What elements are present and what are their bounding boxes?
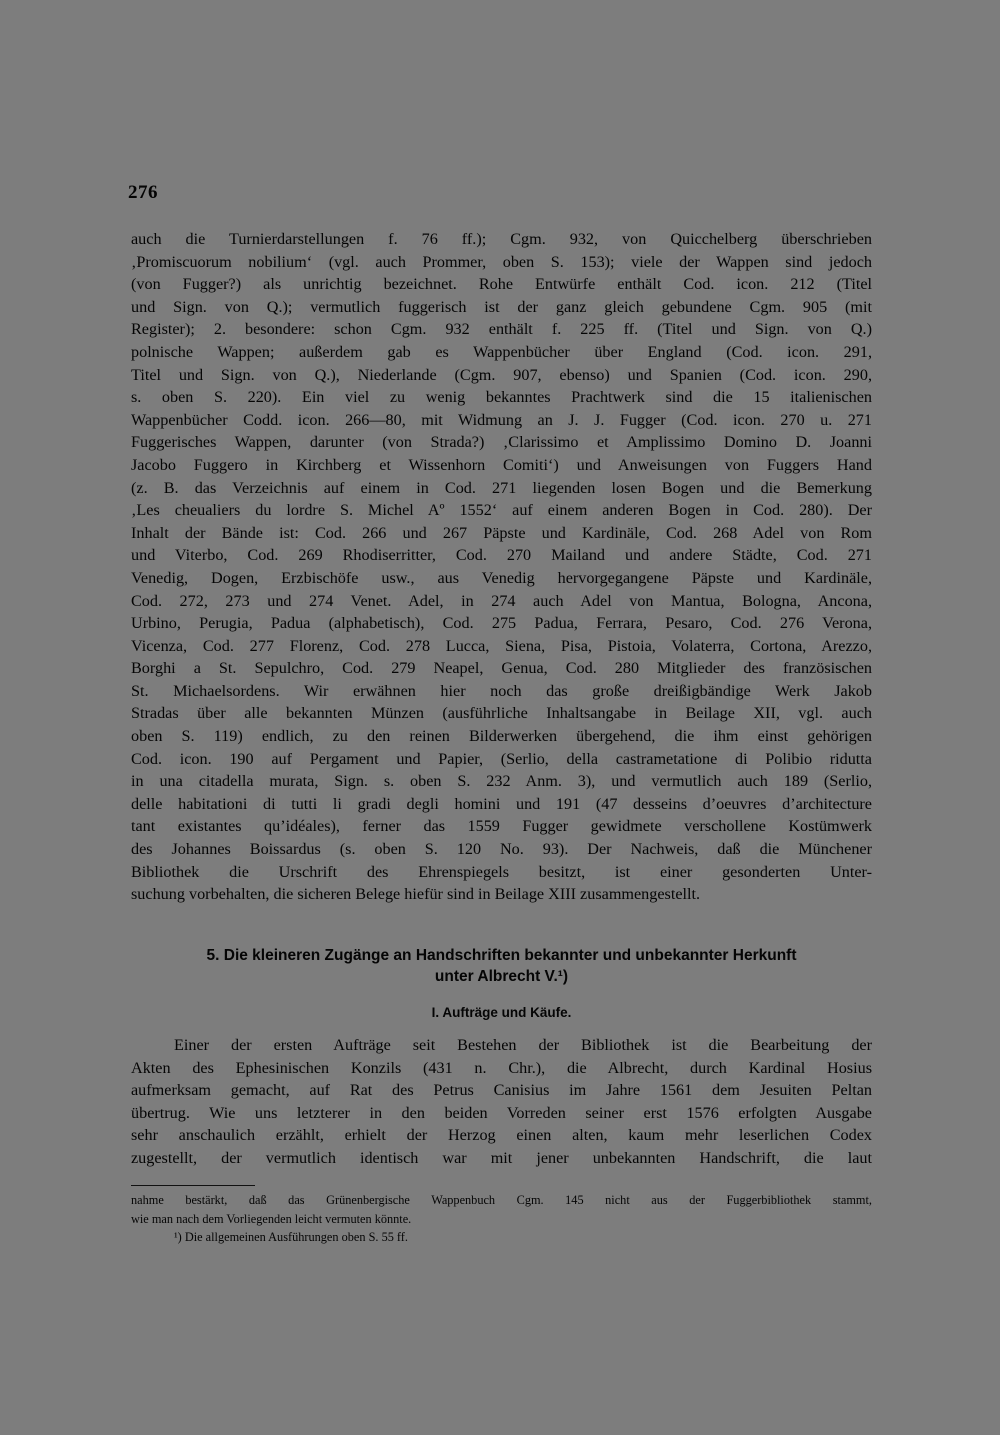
text-line: Jacobo Fuggero in Kirchberg et Wissenhorn Comiti‘) und Anweisungen von Fuggers Hand xyxy=(131,455,872,474)
text-line: Einer der ersten Aufträge seit Bestehen der Bibliothek ist die Bearbeitung der xyxy=(174,1036,872,1054)
section-heading-line: unter Albrecht V.¹) xyxy=(434,968,569,985)
text-line: polnische Wappen; außerdem gab es Wappenbücher über England (Cod. icon. 291, xyxy=(131,342,872,361)
text-line: tant existantes qu’idéales), ferner das 1559 Fugger gewidmete verschollene Kostümwerk xyxy=(131,817,872,836)
section-heading xyxy=(131,945,872,987)
text-line: übertrug. Wie uns letzterer in den beiden Vorreden seiner erst 1576 erfolgten Ausgabe xyxy=(131,1103,872,1122)
text-line: (z. B. das Verzeichnis auf einem in Cod. 271 liegenden losen Bogen und die Bemerkung xyxy=(131,478,872,497)
text-line: aufmerksam gemacht, auf Rat des Petrus Canisius im Jahre 1561 dem Jesuiten Peltan xyxy=(131,1081,872,1100)
text-line: auch die Turnierdarstellungen f. 76 ff.); Cgm. 932, von Quicchelberg überschrieben xyxy=(131,230,872,248)
footnote-line: ¹) Die allgemeinen Ausführungen oben S. 55 ff. xyxy=(174,1230,408,1244)
text-line: Fuggerisches Wappen, darunter (von Strada?) ‚Clarissimo et Amplissimo Domino D. Joanni xyxy=(131,433,872,452)
text-line: Vicenza, Cod. 277 Florenz, Cod. 278 Lucca, Siena, Pisa, Pistoia, Volaterra, Cortona, Arezzo, xyxy=(131,636,872,655)
text-line: Bibliothek die Urschrift des Ehrenspiegels besitzt, ist einer gesonderten Unter- xyxy=(131,862,872,881)
text-line: St. Michaelsordens. Wir erwähnen hier noch das große dreißigbändige Werk Jakob xyxy=(131,681,872,700)
footnote-divider xyxy=(131,1185,255,1186)
main-paragraph xyxy=(131,228,872,906)
footnote-line: nahme bestärkt, daß das Grünenbergische Wappenbuch Cgm. 145 nicht aus der Fuggerbibliothek stammt, xyxy=(131,1193,872,1207)
text-line: zugestellt, der vermutlich identisch war mit jener unbekannten Handschrift, die laut xyxy=(131,1148,872,1167)
text-line: Venedig, Dogen, Erzbischöfe usw., aus Venedig hervorgegangene Päpste und Kardinäle, xyxy=(131,568,872,587)
text-line: suchung vorbehalten, die sicheren Belege hiefür sind in Beilage XIII zusammengestellt. xyxy=(131,885,701,904)
text-line: Cod. icon. 190 auf Pergament und Papier, (Serlio, della castrametatione di Polibio ridutta xyxy=(131,749,872,768)
text-line: ‚Les cheualiers du lordre S. Michel Aº 1552‘ auf einem anderen Bogen in Cod. 280). Der xyxy=(131,501,872,520)
text-line: delle habitationi di tutti li gradi degli homini und 191 (47 desseins d’oeuvres d’architecture xyxy=(131,794,872,813)
text-line: Stradas über alle bekannten Münzen (ausführliche Inhaltsangabe in Beilage XII, vgl. auch xyxy=(131,704,872,723)
text-line: Titel und Sign. von Q.), Niederlande (Cgm. 907, ebenso) und Spanien (Cod. icon. 290, xyxy=(131,365,872,384)
text-line: s. oben S. 220). Ein viel zu wenig bekanntes Prachtwerk sind die 15 italienischen xyxy=(131,388,872,407)
page-number: 276 xyxy=(128,182,158,203)
footnote-line: wie man nach dem Vorliegenden leicht vermuten könnte. xyxy=(131,1211,412,1226)
text-line: in una citadella murata, Sign. s. oben S. 232 Anm. 3), und vermutlich auch 189 (Serlio, xyxy=(131,772,872,791)
section-heading-line: 5. Die kleineren Zugänge an Handschriften bekannter und unbekannter Herkunft xyxy=(206,947,797,964)
text-line: und Sign. von Q.); vermutlich fuggerisch ist der ganz gleich gebundene Cgm. 905 (mit xyxy=(131,297,872,316)
text-line: Akten des Ephesinischen Konzils (431 n. Chr.), die Albrecht, durch Kardinal Hosius xyxy=(131,1058,872,1077)
text-line: oben S. 119) endlich, zu den reinen Bilderwerken übergehend, die ihm einst gehörigen xyxy=(131,727,872,746)
second-paragraph xyxy=(131,1034,872,1170)
text-line: und Viterbo, Cod. 269 Rhodiserritter, Cod. 270 Mailand und andere Städte, Cod. 271 xyxy=(131,546,872,565)
text-line: (von Fugger?) als unrichtig bezeichnet. Rohe Entwürfe enthält Cod. icon. 212 (Titel xyxy=(131,275,872,294)
text-line: Urbino, Perugia, Padua (alphabetisch), Cod. 275 Padua, Ferrara, Pesaro, Cod. 276 Verona, xyxy=(131,614,872,633)
text-line: Wappenbücher Codd. icon. 266—80, mit Widmung an J. J. Fugger (Cod. icon. 270 u. 271 xyxy=(131,410,872,429)
text-line: Register); 2. besondere: schon Cgm. 932 enthält f. 225 ff. (Titel und Sign. von Q.) xyxy=(131,320,872,339)
footnotes xyxy=(131,1191,872,1247)
text-line: ‚Promiscuorum nobilium‘ (vgl. auch Prommer, oben S. 153); viele der Wappen sind jedoch xyxy=(131,252,872,271)
text-line: Inhalt der Bände ist: Cod. 266 und 267 Päpste und Kardinäle, Cod. 268 Adel von Rom xyxy=(131,523,872,542)
text-line: sehr anschaulich erzählt, erhielt der Herzog einen alten, kaum mehr leserlichen Codex xyxy=(131,1126,872,1145)
text-line: Borghi a St. Sepulchro, Cod. 279 Neapel, Genua, Cod. 280 Mitglieder des französischen xyxy=(131,659,872,678)
text-line: des Johannes Boissardus (s. oben S. 120 No. 93). Der Nachweis, daß die Münchener xyxy=(131,840,872,859)
subheading: I. Aufträge und Käufe. xyxy=(431,1005,572,1020)
text-line: Cod. 272, 273 und 274 Venet. Adel, in 274 auch Adel von Mantua, Bologna, Ancona, xyxy=(131,591,872,610)
